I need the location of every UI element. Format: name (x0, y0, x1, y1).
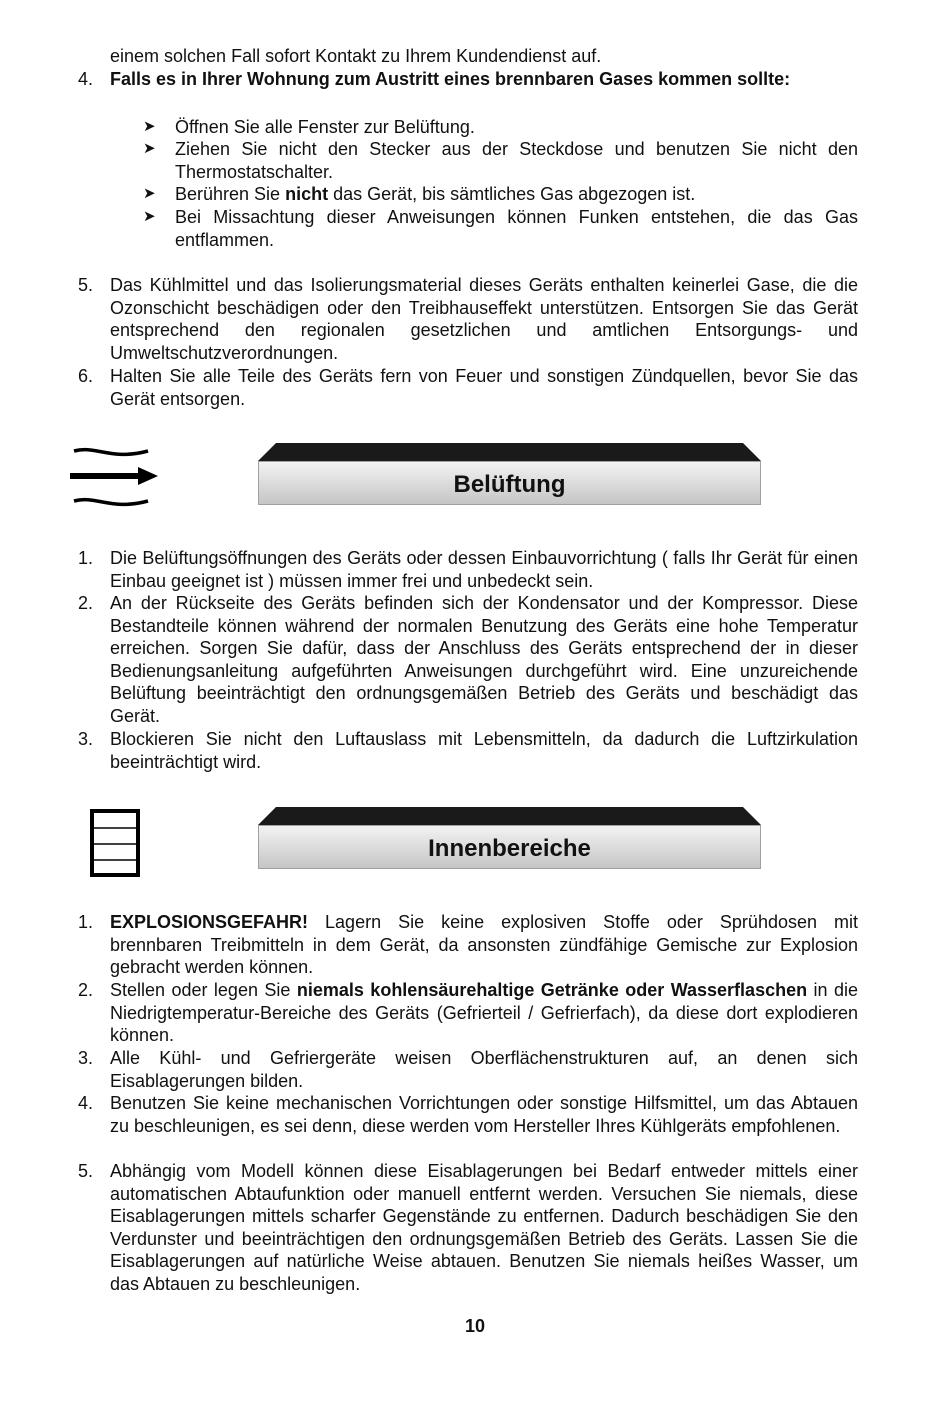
list-item (78, 68, 858, 91)
list-text (110, 911, 858, 979)
list-number: 6. (78, 366, 94, 386)
list-number: 3. (78, 1048, 94, 1068)
list-text: Alle Kühl- und Gefriergeräte weisen Oberflächenstrukturen auf, an denen sich Eisablagerungen bilden. (110, 1048, 858, 1091)
shelves-icon (89, 808, 141, 883)
page-number: 10 (464, 1316, 486, 1336)
list-text: Blockieren Sie nicht den Luftauslass mit Lebensmitteln, da dadurch die Luftzirkulation beeinträchtigt wird. (110, 729, 858, 772)
list-number: 4. (78, 1093, 94, 1113)
intro-continuation: einem solchen Fall sofort Kontakt zu Ihrem Kundendienst auf. (110, 46, 602, 66)
list-text-part: Stellen oder legen Sie (110, 980, 297, 1000)
list-text-part: in die Niedrigtemperatur-Bereiche des Geräts (Gefrierteil / Gefrierfach), da diese dort explodieren können. (110, 980, 858, 1046)
list-number: 5. (78, 275, 94, 295)
list-item (78, 1047, 858, 1092)
section-title: Belüftung (453, 471, 566, 498)
list-number: 5. (78, 1161, 94, 1181)
list-item (78, 979, 858, 1047)
list-text-bold: EXPLOSIONSGEFAHR! (110, 912, 309, 932)
list-item (78, 274, 858, 364)
list-number: 4. (78, 69, 94, 89)
list-item (78, 1160, 858, 1296)
bullet-text: Ziehen Sie nicht den Stecker aus der Steckdose und benutzen Sie nicht den Thermostatschalter. (175, 139, 858, 182)
list-item (78, 547, 858, 592)
list-number: 3. (78, 729, 94, 749)
list-item (78, 592, 858, 728)
bullet-text (175, 183, 858, 206)
section-banner-interior (258, 807, 761, 869)
arrow-bullet-icon: ➤ (143, 118, 156, 135)
list-item (78, 728, 858, 773)
list-text: Das Kühlmittel und das Isolierungsmaterial dieses Geräts enthalten keinerlei Gase, die die Ozonschicht beschädigen oder den Treibhauseffekt unterstützen. Entsorgen Sie das Gerät entsprechend den regionalen gesetzlichen und amtlichen Entsorgungs- und Umweltschutzverordnungen. (110, 275, 858, 363)
bullet-text-part: Berühren Sie (175, 184, 286, 204)
bullet-item (143, 183, 858, 206)
airflow-icon (66, 443, 162, 514)
list-number: 2. (78, 980, 94, 1000)
list-number: 1. (78, 548, 94, 568)
bullet-item (143, 138, 858, 183)
list-text (110, 979, 858, 1047)
list-text: An der Rückseite des Geräts befinden sich der Kondensator und der Kompressor. Diese Bestandteile können während der normalen Benutzung des Geräts eine hohe Temperatur erreichen. Sorgen Sie dafür, dass der Anschluss des Geräts entsprechend der in dieser Bedienungsanleitung aufgeführten Anweisungen durchgeführt wird. Eine unzureichende Belüftung beeinträchtigt den ordnungsgemäßen Betrieb des Geräts und beschädigt das Gerät. (110, 593, 858, 726)
list-number: 2. (78, 593, 94, 613)
arrow-bullet-icon: ➤ (143, 208, 156, 225)
list-item (78, 1092, 858, 1137)
bullet-text: Bei Missachtung dieser Anweisungen können Funken entstehen, die das Gas entflammen. (175, 207, 858, 250)
list-text-part: Lagern Sie keine explosiven Stoffe oder Sprühdosen mit brennbaren Treibmitteln in dem Gerät, da ansonsten zündfähige Gemische zur Explosion gebracht werden können. (110, 912, 858, 978)
bullet-text-part: das Gerät, bis sämtliches Gas abgezogen ist. (328, 184, 696, 204)
list-text: Die Belüftungsöffnungen des Geräts oder dessen Einbauvorrichtung ( falls Ihr Gerät für einen Einbau geeignet ist ) müssen immer frei und unbedeckt sein. (110, 548, 858, 591)
bullet-item (143, 206, 858, 251)
section-title: Innenbereiche (428, 835, 591, 862)
list-text: Halten Sie alle Teile des Geräts fern von Feuer und sonstigen Zündquellen, bevor Sie das Gerät entsorgen. (110, 366, 858, 409)
section-banner-ventilation (258, 443, 761, 505)
list-item (78, 911, 858, 979)
list-text: Falls es in Ihrer Wohnung zum Austritt eines brennbaren Gases kommen sollte: (110, 69, 791, 89)
list-item (78, 365, 858, 410)
list-number: 1. (78, 912, 94, 932)
arrow-bullet-icon: ➤ (143, 140, 156, 157)
bullet-text-bold: nicht (285, 184, 329, 204)
list-text-bold: niemals kohlensäurehaltige Getränke oder Wasserflaschen (296, 980, 808, 1000)
list-text: Abhängig vom Modell können diese Eisablagerungen bei Bedarf entweder mittels einer automatischen Abtaufunktion oder manuell entfernt werden. Versuchen Sie niemals, diese Eisablagerungen mittels scharfer Gegenstände zu entfernen. Dadurch beschädigen Sie den Verdunster und beeinträchtigen den ordnungsgemäßen Betrieb des Geräts. Lassen Sie die Eisablagerungen auf natürliche Weise abtauen. Benutzen Sie niemals heißes Wasser, um das Abtauen zu beschleunigen. (110, 1161, 858, 1294)
list-text: Benutzen Sie keine mechanischen Vorrichtungen oder sonstige Hilfsmittel, um das Abtauen zu beschleunigen, es sei denn, diese werden vom Hersteller Ihres Kühlgeräts empfohlenen. (110, 1093, 858, 1136)
bullet-text: Öffnen Sie alle Fenster zur Belüftung. (175, 117, 475, 137)
arrow-bullet-icon: ➤ (143, 185, 156, 202)
bullet-item (143, 116, 858, 139)
